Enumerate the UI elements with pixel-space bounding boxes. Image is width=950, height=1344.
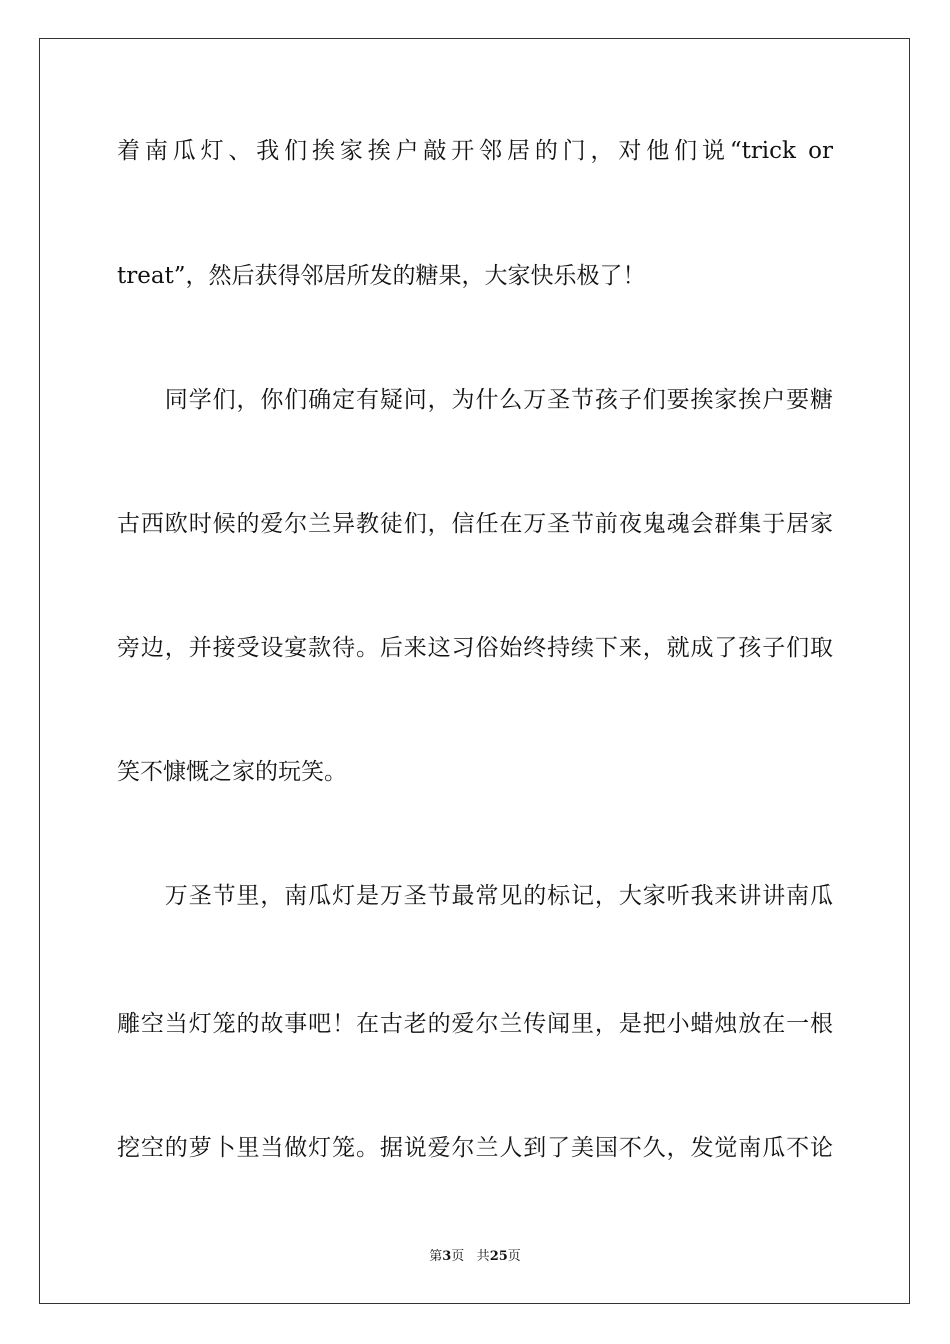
footer-total-prefix: 共 xyxy=(476,1249,490,1264)
footer-page-prefix: 第 xyxy=(429,1249,443,1264)
footer-total-suffix: 页 xyxy=(507,1249,521,1264)
page-footer xyxy=(0,1248,950,1266)
text-line-1: 着南瓜灯、我们挨家挨户敲开邻居的门，对他们说“trick or xyxy=(117,138,833,164)
text-line-2: treat”，然后获得邻居所发的糖果，大家快乐极了！ xyxy=(117,263,646,289)
footer-page-suffix: 页 xyxy=(451,1249,465,1264)
footer-total-pages: 25 xyxy=(489,1249,508,1264)
footer-page-number: 3 xyxy=(442,1249,452,1264)
page-border xyxy=(39,38,910,1304)
text-line-5: 旁边，并接受设宴款待。后来这习俗始终持续下来，就成了孩子们取 xyxy=(117,635,833,661)
text-line-8: 雕空当灯笼的故事吧！在古老的爱尔兰传闻里，是把小蜡烛放在一根 xyxy=(117,1011,833,1037)
text-line-6: 笑不慷慨之家的玩笑。 xyxy=(117,759,347,785)
text-line-9: 挖空的萝卜里当做灯笼。据说爱尔兰人到了美国不久，发觉南瓜不论 xyxy=(117,1135,833,1161)
text-line-7: 万圣节里，南瓜灯是万圣节最常见的标记，大家听我来讲讲南瓜 xyxy=(117,883,833,909)
text-line-3: 同学们，你们确定有疑问，为什么万圣节孩子们要挨家挨户要糖 xyxy=(117,387,833,413)
text-line-4: 古西欧时候的爱尔兰异教徒们，信任在万圣节前夜鬼魂会群集于居家 xyxy=(117,511,833,537)
